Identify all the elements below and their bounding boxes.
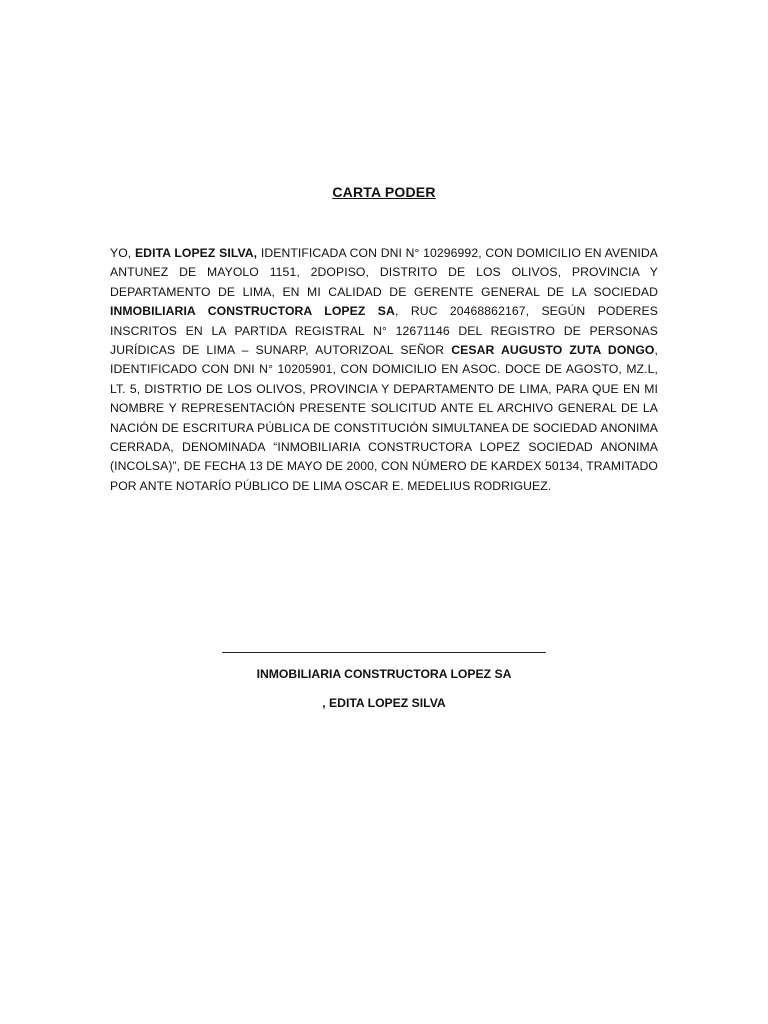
body-segment: , RUC 20468862167, SEGÚN PODERES INSCRITOS EN LA PARTIDA REGISTRAL N° 12671146 DEL REGISTRO DE PERSONAS JURÍDICAS DE LIMA – SUNARP, AUTORIZOAL SEÑOR [110,304,658,358]
signature-line [222,652,546,653]
body-segment: , IDENTIFICADO CON DNI N° 10205901, CON DOMICILIO EN ASOC. DOCE DE AGOSTO, MZ.L, LT. 5, DISTRTIO DE LOS OLIVOS, PROVINCIA Y DEPARTAMENTO DE LIMA, PARA QUE EN MI NOMBRE Y REPRESENTACIÓN PRESENTE SOLICITUD ANTE EL ARCHIVO GENERAL DE LA NACIÓN DE ESCRITURA PÚBLICA DE CONSTITUCIÓN SIMULTANEA DE SOCIEDAD ANONIMA CERRADA, DENOMINADA “INMOBILIARIA CONSTRUCTORA LOPEZ SOCIEDAD ANONIMA (INCOLSA)”, DE FECHA 13 DE MAYO DE 2000, CON NÚMERO DE KARDEX 50134, TRAMITADO POR ANTE NOTARÍO PÚBLICO DE LIMA OSCAR E. MEDELIUS RODRIGUEZ. [110,343,658,493]
body-segment: YO, [110,246,135,260]
body-segment: IDENTIFICADA CON DNI N° 10296992, CON DOMICILIO EN AVENIDA ANTUNEZ DE MAYOLO 1151, 2DOPISO, DISTRITO DE LOS OLIVOS, PROVINCIA Y DEPARTAMENTO DE LIMA, EN MI CALIDAD DE GERENTE GENERAL DE LA SOCIEDAD [110,246,658,299]
signature-company: INMOBILIARIA CONSTRUCTORA LOPEZ SA [256,667,512,681]
document-title: CARTA PODER [332,184,436,200]
body-segment-bold: EDITA LOPEZ SILVA, [134,246,258,260]
signature-name: , EDITA LOPEZ SILVA [322,696,446,710]
body-segment-bold: INMOBILIARIA CONSTRUCTORA LOPEZ SA [110,304,395,319]
body-segment-bold: CESAR AUGUSTO ZUTA DONGO [451,343,655,358]
document-body [110,244,658,496]
